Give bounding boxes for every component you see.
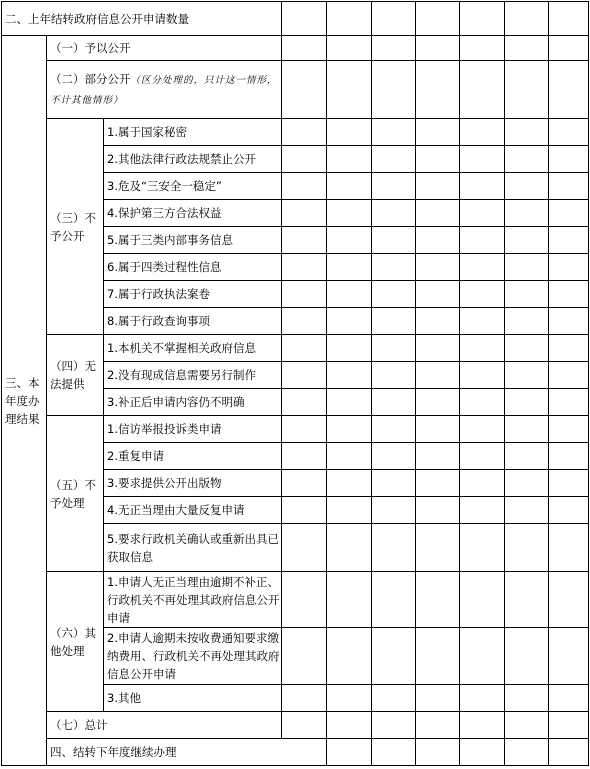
data-cell (549, 36, 589, 61)
data-cell (416, 335, 460, 362)
data-cell (549, 389, 589, 416)
table-row (2, 2, 589, 36)
data-cell (372, 254, 416, 281)
other-item: 3.其他 (104, 685, 282, 712)
data-cell (372, 739, 416, 766)
data-cell (327, 685, 372, 712)
data-cell (460, 416, 505, 443)
grant-label: （一）予以公开 (47, 36, 282, 61)
data-cell (416, 739, 460, 766)
data-cell (282, 227, 327, 254)
data-cell (460, 173, 505, 200)
table-row (2, 572, 589, 628)
refuse-item: 3.危及“三安全一稳定” (104, 173, 282, 200)
data-cell (416, 281, 460, 308)
data-cell (416, 308, 460, 335)
data-cell (416, 389, 460, 416)
noprocess-item: 2.重复申请 (104, 443, 282, 470)
data-cell (416, 61, 460, 119)
data-cell (327, 119, 372, 146)
data-cell (549, 443, 589, 470)
noprocess-item: 3.要求提供公开出版物 (104, 470, 282, 497)
data-cell (327, 443, 372, 470)
data-cell (282, 524, 327, 572)
section3-label: 三、本年度办理结果 (2, 36, 47, 766)
data-cell (460, 389, 505, 416)
data-cell (372, 200, 416, 227)
data-cell (282, 685, 327, 712)
data-cell (549, 572, 589, 628)
unable-item: 2.没有现成信息需要另行制作 (104, 362, 282, 389)
table-row (2, 119, 589, 146)
refuse-label: （三）不予公开 (47, 119, 104, 335)
data-cell (372, 497, 416, 524)
data-cell (282, 712, 327, 739)
table-row (2, 712, 589, 739)
partial-note: （区分处理的，只计这一情形，不计其他情形） (50, 74, 278, 106)
data-cell (505, 443, 549, 470)
data-cell (372, 146, 416, 173)
data-cell (549, 2, 589, 36)
data-cell (282, 36, 327, 61)
data-cell (549, 173, 589, 200)
data-cell (460, 146, 505, 173)
data-cell (505, 739, 549, 766)
data-cell (282, 254, 327, 281)
data-cell (460, 335, 505, 362)
data-cell (282, 497, 327, 524)
data-cell (505, 308, 549, 335)
data-cell (416, 524, 460, 572)
data-cell (505, 200, 549, 227)
data-cell (549, 119, 589, 146)
table-row (2, 739, 589, 766)
data-cell (327, 470, 372, 497)
data-cell (327, 712, 372, 739)
data-cell (327, 524, 372, 572)
noprocess-item: 5.要求行政机关确认或重新出具已获取信息 (104, 524, 282, 572)
data-cell (416, 227, 460, 254)
data-cell (549, 335, 589, 362)
data-cell (460, 2, 505, 36)
data-cell (282, 61, 327, 119)
data-cell (416, 572, 460, 628)
data-cell (505, 335, 549, 362)
disclosure-application-table (1, 1, 589, 766)
data-cell (505, 2, 549, 36)
refuse-item: 2.其他法律行政法规禁止公开 (104, 146, 282, 173)
data-cell (460, 739, 505, 766)
other-label: （六）其他处理 (47, 572, 104, 712)
data-cell (416, 173, 460, 200)
data-cell (372, 416, 416, 443)
data-cell (327, 739, 372, 766)
data-cell (505, 281, 549, 308)
data-cell (549, 739, 589, 766)
data-cell (372, 36, 416, 61)
unable-item: 3.补正后申请内容仍不明确 (104, 389, 282, 416)
total-label: （七）总计 (47, 712, 282, 739)
data-cell (460, 497, 505, 524)
data-cell (327, 389, 372, 416)
data-cell (460, 685, 505, 712)
other-item: 1.申请人无正当理由逾期不补正、行政机关不再处理其政府信息公开申请 (104, 572, 282, 628)
data-cell (372, 524, 416, 572)
data-cell (549, 416, 589, 443)
data-cell (460, 281, 505, 308)
data-cell (372, 335, 416, 362)
data-cell (416, 362, 460, 389)
partial-cell (47, 61, 282, 119)
data-cell (372, 572, 416, 628)
data-cell (282, 470, 327, 497)
data-cell (282, 308, 327, 335)
section4-label: 四、结转下年度继续办理 (47, 739, 327, 766)
data-cell (372, 61, 416, 119)
data-cell (460, 36, 505, 61)
data-cell (460, 628, 505, 685)
data-cell (460, 443, 505, 470)
data-cell (416, 470, 460, 497)
data-cell (549, 712, 589, 739)
data-cell (282, 362, 327, 389)
data-cell (327, 2, 372, 36)
data-cell (282, 281, 327, 308)
data-cell (327, 200, 372, 227)
data-cell (505, 254, 549, 281)
data-cell (549, 470, 589, 497)
data-cell (549, 497, 589, 524)
refuse-item: 1.属于国家秘密 (104, 119, 282, 146)
data-cell (372, 712, 416, 739)
data-cell (460, 254, 505, 281)
data-cell (282, 416, 327, 443)
data-cell (416, 2, 460, 36)
data-cell (282, 146, 327, 173)
data-cell (372, 281, 416, 308)
data-cell (460, 308, 505, 335)
data-cell (327, 227, 372, 254)
noprocess-label: （五）不予处理 (47, 416, 104, 572)
data-cell (282, 389, 327, 416)
data-cell (372, 119, 416, 146)
data-cell (416, 416, 460, 443)
data-cell (549, 254, 589, 281)
table-row (2, 61, 589, 119)
data-cell (327, 36, 372, 61)
data-cell (460, 227, 505, 254)
unable-label: （四）无法提供 (47, 335, 104, 416)
data-cell (549, 281, 589, 308)
refuse-item: 4.保护第三方合法权益 (104, 200, 282, 227)
data-cell (372, 2, 416, 36)
data-cell (372, 173, 416, 200)
data-cell (505, 712, 549, 739)
data-cell (460, 362, 505, 389)
data-cell (505, 36, 549, 61)
data-cell (416, 119, 460, 146)
data-cell (460, 470, 505, 497)
refuse-item: 6.属于四类过程性信息 (104, 254, 282, 281)
data-cell (549, 685, 589, 712)
data-cell (460, 572, 505, 628)
table-row (2, 416, 589, 443)
data-cell (372, 308, 416, 335)
data-cell (327, 628, 372, 685)
data-cell (327, 254, 372, 281)
data-cell (549, 61, 589, 119)
data-cell (505, 685, 549, 712)
data-cell (505, 389, 549, 416)
data-cell (327, 362, 372, 389)
data-cell (505, 146, 549, 173)
data-cell (416, 200, 460, 227)
data-cell (282, 335, 327, 362)
data-cell (505, 470, 549, 497)
data-cell (505, 416, 549, 443)
refuse-item: 7.属于行政执法案卷 (104, 281, 282, 308)
data-cell (416, 36, 460, 61)
data-cell (460, 712, 505, 739)
data-cell (327, 61, 372, 119)
data-cell (327, 281, 372, 308)
table-row (2, 36, 589, 61)
data-cell (372, 227, 416, 254)
refuse-item: 5.属于三类内部事务信息 (104, 227, 282, 254)
data-cell (372, 685, 416, 712)
data-cell (327, 173, 372, 200)
section2-label: 二、上年结转政府信息公开申请数量 (2, 2, 282, 36)
noprocess-item: 4.无正当理由大量反复申请 (104, 497, 282, 524)
data-cell (416, 685, 460, 712)
data-cell (327, 308, 372, 335)
data-cell (416, 628, 460, 685)
data-cell (549, 362, 589, 389)
data-cell (416, 254, 460, 281)
data-cell (282, 173, 327, 200)
data-cell (282, 119, 327, 146)
data-cell (282, 200, 327, 227)
data-cell (549, 200, 589, 227)
data-cell (416, 497, 460, 524)
data-cell (505, 628, 549, 685)
data-cell (505, 173, 549, 200)
data-cell (372, 389, 416, 416)
data-cell (372, 362, 416, 389)
data-cell (416, 146, 460, 173)
data-cell (505, 61, 549, 119)
data-cell (327, 335, 372, 362)
data-cell (416, 443, 460, 470)
data-cell (372, 628, 416, 685)
data-cell (505, 524, 549, 572)
data-cell (282, 2, 327, 36)
data-cell (549, 146, 589, 173)
data-cell (327, 572, 372, 628)
data-cell (372, 443, 416, 470)
data-cell (549, 628, 589, 685)
data-cell (372, 470, 416, 497)
data-cell (282, 443, 327, 470)
data-cell (505, 497, 549, 524)
other-item: 2.申请人逾期未按收费通知要求缴纳费用、行政机关不再处理其政府信息公开申请 (104, 628, 282, 685)
data-cell (460, 524, 505, 572)
partial-label: （二）部分公开 (50, 71, 131, 86)
data-cell (327, 497, 372, 524)
data-cell (282, 628, 327, 685)
data-cell (505, 362, 549, 389)
refuse-item: 8.属于行政查询事项 (104, 308, 282, 335)
data-cell (282, 572, 327, 628)
data-cell (505, 119, 549, 146)
data-cell (549, 524, 589, 572)
data-cell (416, 712, 460, 739)
data-cell (505, 227, 549, 254)
data-cell (460, 200, 505, 227)
unable-item: 1.本机关不掌握相关政府信息 (104, 335, 282, 362)
data-cell (460, 119, 505, 146)
table-row (2, 335, 589, 362)
data-cell (505, 572, 549, 628)
data-cell (327, 146, 372, 173)
noprocess-item: 1.信访举报投诉类申请 (104, 416, 282, 443)
data-cell (549, 308, 589, 335)
data-cell (460, 61, 505, 119)
data-cell (549, 227, 589, 254)
data-cell (327, 416, 372, 443)
